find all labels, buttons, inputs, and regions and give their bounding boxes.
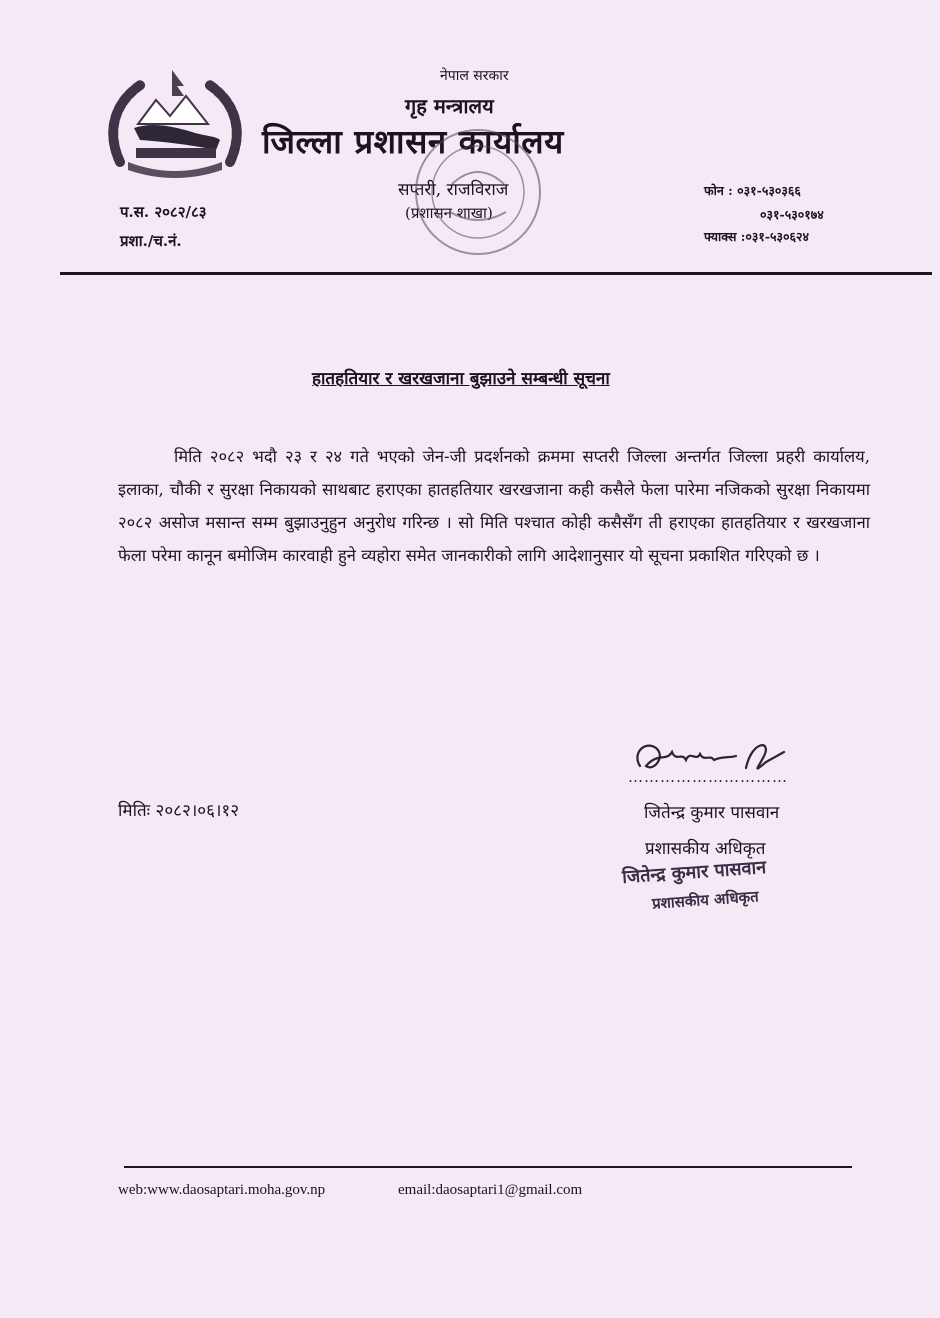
nepal-emblem-icon [100, 62, 250, 182]
notice-body: मिति २०८२ भदौ २३ र २४ गते भएको जेन-जी प्रदर्शनको क्रममा सप्तरी जिल्ला अन्तर्गत जिल्ला प्रहरी कार्यालय, इलाका, चौकी र सुरक्षा निकायको साथबाट हराएका हातहतियार खरखजाना कही कसैले फेला पारेमा नजिकको सुरक्षा निकायमा २०८२ असोज मसान्त सम्म बुझाउनुहुन अनुरोध गरिन्छ । सो मिति पश्चात कोही कसैसँग ती हराएका हातहतियार र खरखजाना फेला परेमा कानून बमोजिम कारवाही हुने व्यहोरा समेत जानकारीको लागि आदेशानुसार यो सूचना प्रकाशित गरिएको छ । [118, 447, 870, 565]
branch-name: (प्रशासन शाखा) [405, 204, 493, 222]
signer-title: प्रशासकीय अधिकृत [645, 839, 766, 859]
header-divider [60, 272, 932, 275]
office-stamp-icon [392, 120, 562, 270]
ministry-name: गृह मन्त्रालय [405, 94, 494, 118]
phone-1: फोन : ०३१-५३०३६६ [704, 183, 801, 198]
seal-name-stamp: जितेन्द्र कुमार पासवान [621, 856, 767, 889]
signer-name: जितेन्द्र कुमार पासवान [644, 803, 780, 823]
fax: फ्याक्स :०३१-५३०६२४ [704, 229, 810, 244]
chalani-number: प्रशा./च.नं. [120, 232, 182, 250]
office-name: जिल्ला प्रशासन कार्यालय [262, 122, 564, 161]
phone-2: ०३१-५३०१७४ [760, 207, 824, 222]
notice-date: मितिः २०८२।०६।१२ [118, 801, 240, 821]
footer-website: web:www.daosaptari.moha.gov.np [118, 1182, 326, 1198]
government-name: नेपाल सरकार [440, 68, 509, 84]
notice-title: हातहतियार र खरखजाना बुझाउने सम्बन्धी सूचना [312, 369, 610, 389]
footer-divider [124, 1166, 852, 1168]
patra-sankhya: प.स. २०८२/८३ [120, 203, 207, 221]
district-name: सप्तरी, राजविराज [398, 180, 509, 200]
footer-email: email:daosaptari1@gmail.com [398, 1182, 583, 1198]
signature-line: ………………………… [628, 768, 788, 786]
seal-title-stamp: प्रशासकीय अधिकृत [651, 887, 760, 913]
